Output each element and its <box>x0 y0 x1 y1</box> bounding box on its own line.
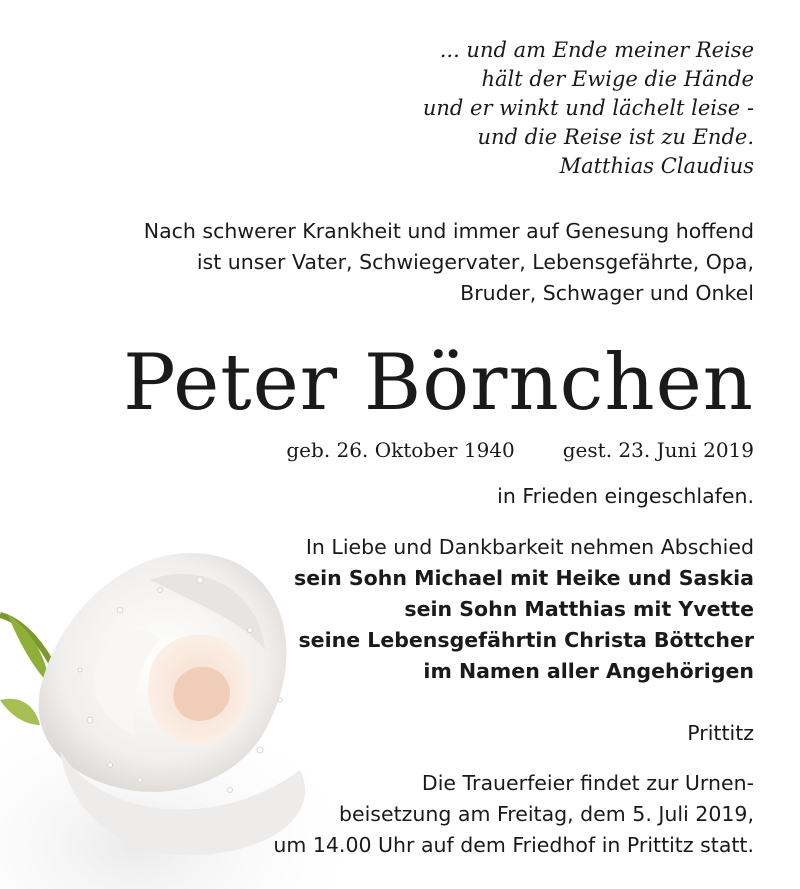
birth-date: geb. 26. Oktober 1940 <box>286 438 515 462</box>
mourner-line: seine Lebensgefährtin Christa Böttcher <box>298 628 754 652</box>
life-dates <box>286 436 754 464</box>
intro-line: ist unser Vater, Schwiegervater, Lebensgefährte, Opa, <box>196 250 754 274</box>
poem-line: und er winkt und lächelt leise - <box>422 96 754 120</box>
poem-line: und die Reise ist zu Ende. <box>477 125 754 149</box>
poem <box>423 36 754 181</box>
intro-line: Nach schwerer Krankheit und immer auf Genesung hoffend <box>143 219 754 243</box>
funeral-info <box>273 768 754 861</box>
intro-line: Bruder, Schwager und Onkel <box>460 281 754 305</box>
funeral-line: beisetzung am Freitag, dem 5. Juli 2019, <box>338 802 754 826</box>
poem-line: ... und am Ende meiner Reise <box>439 38 754 62</box>
mourners <box>294 532 754 687</box>
death-date: gest. 23. Juni 2019 <box>562 438 754 462</box>
peace-text: in Frieden eingeschlafen. <box>497 484 754 508</box>
intro-text <box>144 216 754 309</box>
deceased-name: Peter Börnchen <box>123 338 754 428</box>
mourners-intro: In Liebe und Dankbarkeit nehmen Abschied <box>305 535 754 559</box>
poem-line: hält der Ewige die Hände <box>481 67 754 91</box>
funeral-line: um 14.00 Uhr auf dem Friedhof in Prittitz statt. <box>273 833 754 857</box>
mourner-line: sein Sohn Michael mit Heike und Saskia <box>294 566 754 590</box>
mourner-line: im Namen aller Angehörigen <box>423 659 754 683</box>
poem-author: Matthias Claudius <box>559 154 754 178</box>
mourner-line: sein Sohn Matthias mit Yvette <box>404 597 754 621</box>
place: Prittitz <box>687 721 754 745</box>
funeral-line: Die Trauerfeier findet zur Urnen- <box>421 771 754 795</box>
